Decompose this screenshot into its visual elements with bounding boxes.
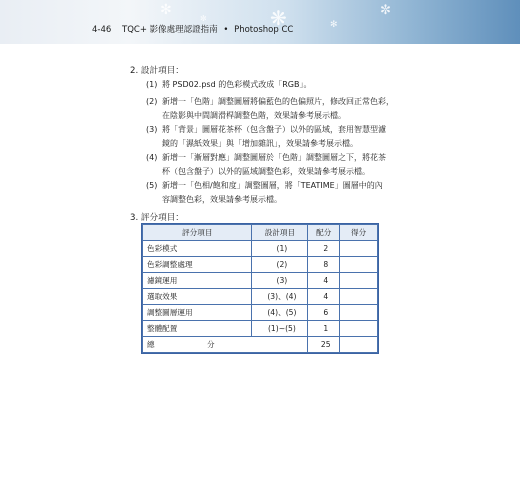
column-header: 設計項目	[252, 225, 308, 241]
row-got	[340, 305, 378, 321]
row-got	[340, 273, 378, 289]
row-score: 6	[308, 305, 340, 321]
software-name: Photoshop CC	[234, 25, 294, 35]
item-text: 在陰影與中間調滑桿調整色階，效果請參考展示檔。	[162, 111, 346, 120]
item-text: 容調整色彩，效果請參考展示檔。	[162, 195, 282, 204]
row-design: (1)~(5)	[252, 321, 308, 337]
snowflake-icon: ✼	[200, 14, 207, 23]
row-design: (4)、(5)	[252, 305, 308, 321]
page-header	[0, 0, 520, 44]
running-header	[92, 23, 293, 35]
column-header: 評分項目	[143, 225, 252, 241]
row-got	[340, 257, 378, 273]
row-got	[340, 321, 378, 337]
item-text: 新增一「色相/飽和度」調整圖層，將「TEATIME」圖層中的內	[162, 181, 383, 190]
item-number: (1)	[146, 80, 158, 89]
row-name: 調整圖層運用	[143, 305, 252, 321]
page-number: 4-46	[92, 25, 112, 35]
total-label-right: 分	[207, 340, 215, 349]
design-section-heading: 2. 設計項目：	[130, 66, 184, 76]
snowflake-icon: ✻	[330, 20, 338, 30]
table-row	[143, 321, 378, 337]
row-name: 選取效果	[143, 289, 252, 305]
snowflake-icon: ✻	[160, 2, 172, 18]
table-row	[143, 273, 378, 289]
total-got	[340, 337, 378, 353]
row-name: 濾鏡運用	[143, 273, 252, 289]
table-row	[143, 289, 378, 305]
row-score: 4	[308, 289, 340, 305]
row-name: 色彩調整處理	[143, 257, 252, 273]
table-row	[143, 241, 378, 257]
snowflake-icon: ❋	[270, 6, 287, 30]
item-number: (2)	[146, 97, 158, 106]
table-row	[143, 257, 378, 273]
table-header-row	[143, 225, 378, 241]
row-got	[340, 289, 378, 305]
item-number: (5)	[146, 181, 158, 190]
column-header: 配分	[308, 225, 340, 241]
item-text: 杯（包含盤子）以外的區域調整色彩，效果請參考展示檔。	[162, 167, 370, 176]
header-bullet: •	[223, 25, 229, 35]
row-score: 1	[308, 321, 340, 337]
score-table	[142, 224, 378, 353]
item-text: 新增一「色階」調整圖層將偏藍色的色偏照片，修改回正常色彩，	[162, 97, 394, 106]
row-score: 2	[308, 241, 340, 257]
total-label	[143, 337, 308, 353]
row-score: 4	[308, 273, 340, 289]
row-got	[340, 241, 378, 257]
item-number: (3)	[146, 125, 158, 134]
row-design: (1)	[252, 241, 308, 257]
row-name: 色彩模式	[143, 241, 252, 257]
row-design: (3)	[252, 273, 308, 289]
item-text: 新增一「漸層對應」調整圖層於「色階」調整圖層之下，將花茶	[162, 153, 386, 162]
score-section-heading: 3. 評分項目：	[130, 213, 184, 223]
snowflake-icon: ✼	[380, 3, 391, 18]
item-text: 將「背景」圖層花茶杯（包含盤子）以外的區域，套用智慧型濾	[162, 125, 386, 134]
total-score: 25	[308, 337, 340, 353]
row-name: 整體配置	[143, 321, 252, 337]
total-label-left: 總	[147, 340, 155, 349]
item-number: (4)	[146, 153, 158, 162]
item-text: 將 PSD02.psd 的色彩模式改成「RGB」。	[162, 80, 312, 89]
row-design: (3)、(4)	[252, 289, 308, 305]
book-title: TQC+ 影像處理認證指南	[122, 25, 218, 35]
item-text: 鏡的「濕紙效果」與「增加雜訊」，效果請參考展示檔。	[162, 139, 358, 148]
table-row	[143, 305, 378, 321]
column-header: 得分	[340, 225, 378, 241]
row-design: (2)	[252, 257, 308, 273]
table-total-row	[143, 337, 378, 353]
row-score: 8	[308, 257, 340, 273]
